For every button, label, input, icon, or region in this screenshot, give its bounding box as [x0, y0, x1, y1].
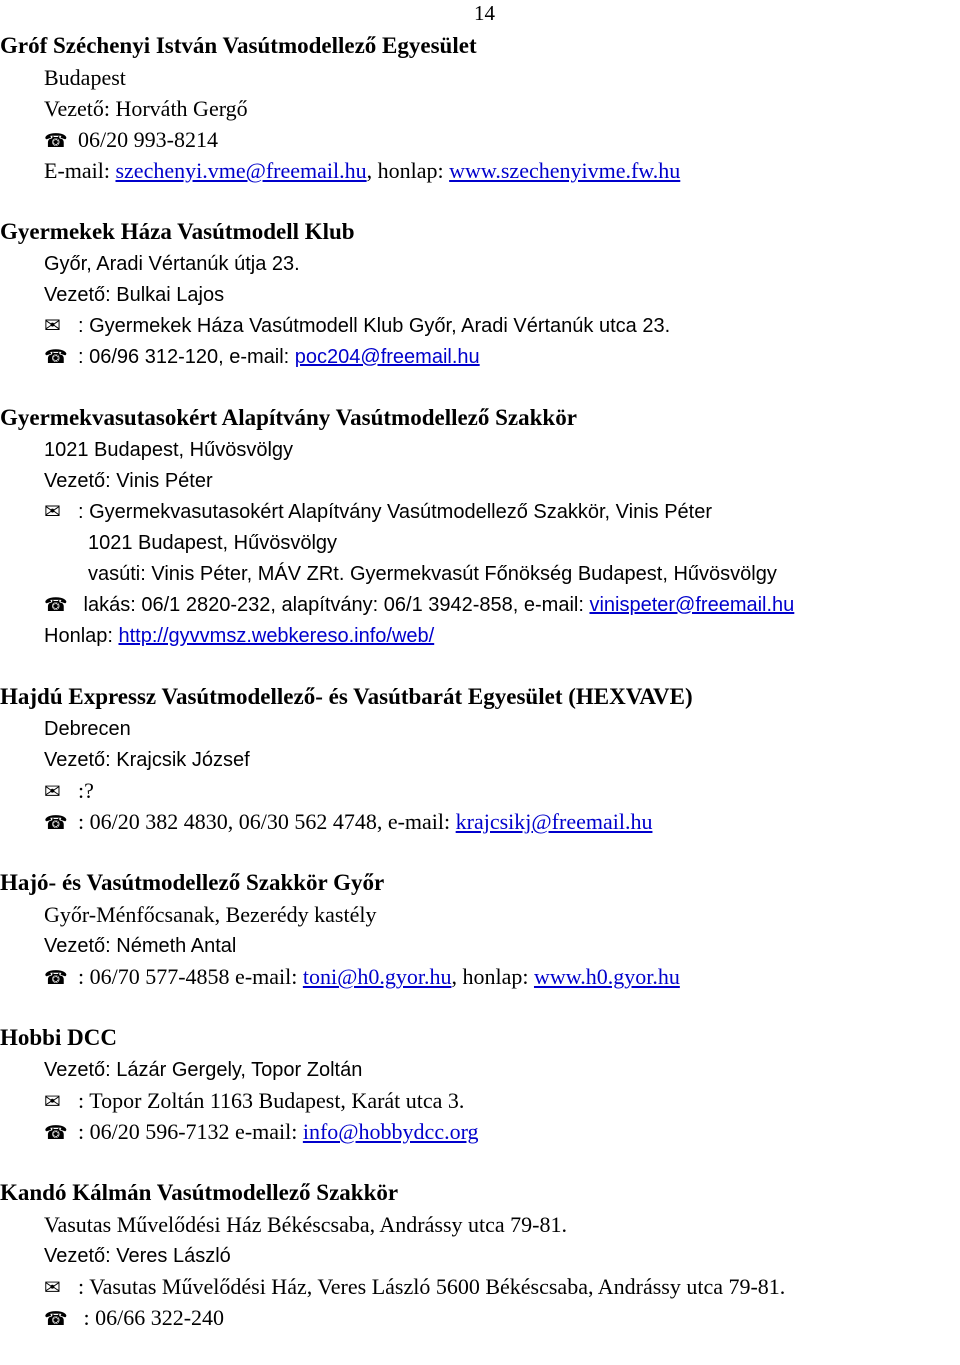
mail-address: : Topor Zoltán 1163 Budapest, Karát utca 3. — [78, 1088, 465, 1113]
email-label: E-mail: — [44, 158, 116, 183]
club-leader: Vezető: Vinis Péter — [44, 470, 213, 492]
club-location: Győr-Ménfőcsanak, Bezerédy kastély — [44, 902, 377, 927]
phone-icon: ☎ — [44, 1123, 68, 1144]
club-leader: Vezető: Horváth Gergő — [44, 96, 248, 121]
club-name: Gyermekvasutasokért Alapítvány Vasútmodellező Szakkör — [0, 405, 577, 430]
mail-address-line: 1021 Budapest, Hűvösvölgy — [88, 532, 338, 554]
phone-text: : 06/96 312-120, e-mail: — [78, 346, 295, 368]
club-homepage-line — [0, 621, 960, 652]
page-number: 14 — [474, 1, 495, 25]
club-location: Budapest — [44, 65, 126, 90]
club-phone-line — [0, 590, 960, 621]
phone-icon: ☎ — [44, 131, 68, 152]
phone-icon: ☎ — [44, 347, 68, 368]
phone-text: : 06/66 322-240 — [78, 1305, 225, 1330]
homepage-label: , honlap: — [366, 158, 450, 183]
phone-number: 06/20 993-8214 — [78, 127, 218, 152]
mail-address-line: vasúti: Vinis Péter, MÁV ZRt. Gyermekvasút Főnökség Budapest, Hűvösvölgy — [88, 563, 777, 585]
club-entry — [0, 683, 960, 838]
email-link[interactable]: info@hobbydcc.org — [302, 1119, 479, 1144]
envelope-icon: ✉ — [44, 781, 61, 803]
club-location: 1021 Budapest, Hűvösvölgy — [44, 439, 294, 461]
phone-icon: ☎ — [44, 813, 68, 834]
club-entry — [0, 1179, 960, 1334]
club-name: Gróf Széchenyi István Vasútmodellező Egyesület — [0, 33, 477, 58]
club-location: Győr, Aradi Vértanúk útja 23. — [44, 253, 300, 275]
club-name: Hajó- és Vasútmodellező Szakkör Győr — [0, 870, 385, 895]
club-leader: Vezető: Németh Antal — [44, 935, 237, 957]
club-leader: Vezető: Krajcsik József — [44, 749, 250, 771]
phone-text: : 06/20 596-7132 e-mail: — [78, 1119, 303, 1144]
envelope-icon: ✉ — [44, 501, 61, 523]
club-entry — [0, 404, 960, 652]
envelope-icon: ✉ — [44, 1091, 61, 1113]
homepage-link[interactable]: www.h0.gyor.hu — [533, 964, 680, 989]
club-name: Hobbi DCC — [0, 1025, 117, 1050]
club-mail-line — [0, 311, 960, 342]
club-mail-line — [0, 497, 960, 528]
envelope-icon: ✉ — [44, 315, 61, 337]
phone-icon: ☎ — [44, 595, 68, 616]
club-leader: Vezető: Bulkai Lajos — [44, 284, 225, 306]
email-link[interactable]: vinispeter@freemail.hu — [589, 594, 795, 616]
email-link[interactable]: krajcsikj@freemail.hu — [455, 809, 653, 834]
club-phone-line — [0, 807, 960, 838]
club-name: Hajdú Expressz Vasútmodellező- és Vasútbarát Egyesület (HEXVAVE) — [0, 684, 693, 709]
club-contact-line — [0, 156, 960, 187]
homepage-link[interactable]: http://gyvvmsz.webkereso.info/web/ — [118, 625, 435, 647]
envelope-icon: ✉ — [44, 1277, 61, 1299]
club-name: Gyermekek Háza Vasútmodell Klub — [0, 219, 355, 244]
email-link[interactable]: poc204@freemail.hu — [294, 346, 480, 368]
club-location: Debrecen — [44, 718, 131, 740]
club-mail-line — [0, 1272, 960, 1303]
mail-address: : Vasutas Művelődési Ház, Veres László 5600 Békéscsaba, Andrássy utca 79-81. — [78, 1274, 786, 1299]
club-location: Vasutas Művelődési Ház Békéscsaba, Andrássy utca 79-81. — [44, 1212, 567, 1237]
club-entry — [0, 218, 960, 373]
club-entry — [0, 1024, 960, 1148]
mail-address: : Gyermekvasutasokért Alapítvány Vasútmodellező Szakkör, Vinis Péter — [78, 501, 713, 523]
club-leader: Vezető: Veres László — [44, 1245, 231, 1267]
club-phone-line — [0, 342, 960, 373]
club-leader: Vezető: Lázár Gergely, Topor Zoltán — [44, 1059, 363, 1081]
mail-address: :? — [78, 778, 94, 803]
club-mail-line — [0, 776, 960, 807]
mail-address: : Gyermekek Háza Vasútmodell Klub Győr, Aradi Vértanúk utca 23. — [78, 315, 671, 337]
email-link[interactable]: toni@h0.gyor.hu — [302, 964, 452, 989]
homepage-label: Honlap: — [44, 625, 119, 647]
homepage-label: , honlap: — [451, 964, 534, 989]
phone-icon: ☎ — [44, 1309, 68, 1330]
phone-text: : 06/20 382 4830, 06/30 562 4748, e-mail: — [78, 809, 456, 834]
club-phone-line — [0, 1117, 960, 1148]
phone-icon: ☎ — [44, 968, 68, 989]
club-entry — [0, 32, 960, 187]
phone-text: : 06/70 577-4858 e-mail: — [78, 964, 303, 989]
homepage-link[interactable]: www.szechenyivme.fw.hu — [449, 158, 681, 183]
club-phone-line — [0, 962, 960, 993]
phone-text: lakás: 06/1 2820-232, alapítvány: 06/1 3942-858, e-mail: — [78, 594, 590, 616]
club-entry — [0, 869, 960, 993]
club-mail-line — [0, 1086, 960, 1117]
club-name: Kandó Kálmán Vasútmodellező Szakkör — [0, 1180, 399, 1205]
email-link[interactable]: szechenyi.vme@freemail.hu — [115, 158, 367, 183]
club-phone-line — [0, 1303, 960, 1334]
club-phone-line — [0, 125, 960, 156]
club-directory — [0, 32, 960, 1365]
